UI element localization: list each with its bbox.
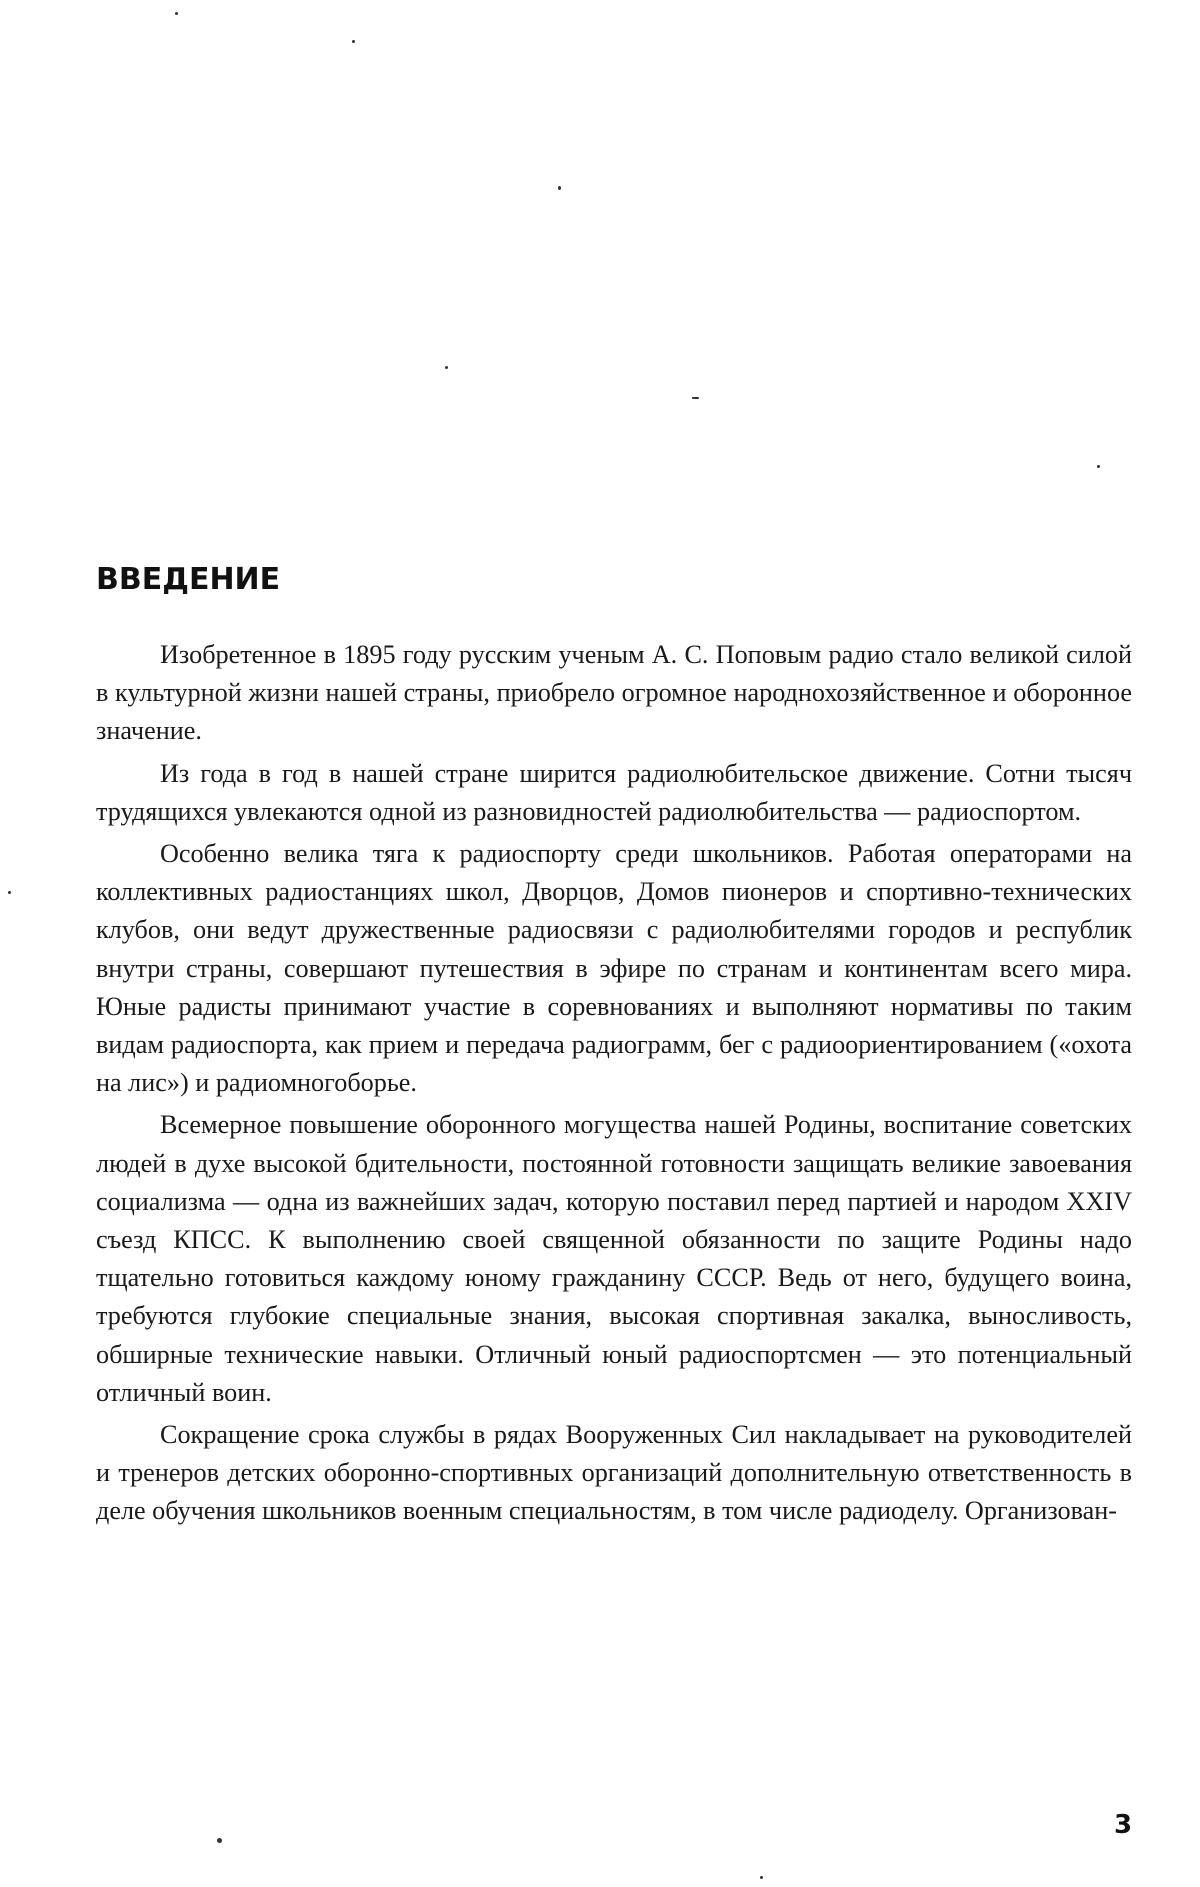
paragraph-5: Сокращение срока службы в рядах Вооруженных Сил накладывает на руководителей и тренеров детских оборонно-спортивных организаций дополнительную ответственность в деле обучения школьников военным специальностям, в том числе радиоделу. Организован-: [96, 1420, 1132, 1526]
chapter-heading: ВВЕДЕНИЕ: [96, 562, 281, 597]
scan-speck: [692, 397, 699, 399]
page-number: 3: [1114, 1810, 1133, 1840]
scan-speck: [175, 12, 178, 15]
paragraph-4: Всемерное повышение оборонного могущества нашей Родины, воспитание советских людей в духе высокой бдительности, постоянной готовности защищать великие завоевания социализма — одна из важнейших задач, которую поставил перед партией и народом XXIV съезд КПСС. К выполнению своей священной обязанности по защите Родины надо тщательно готовиться каждому юному гражданину СССР. Ведь от него, будущего воина, требуются глубокие специальные знания, высокая спортивная закалка, выносливость, обширные технические навыки. Отличный юный радиоспортсмен — это потенциальный отличный воин.: [96, 1110, 1132, 1407]
scan-speck: [445, 366, 448, 369]
chapter-body: [96, 636, 1132, 1531]
scan-speck: [352, 40, 355, 43]
paragraph-3: Особенно велика тяга к радиоспорту среди школьников. Работая операторами на коллективных радиостанциях школ, Дворцов, Домов пионеров и спортивно-технических клубов, они ведут дружественные радиосвязи с радиолюбителями городов и республик внутри страны, совершают путешествия в эфире по странам и континентам всего мира. Юные радисты принимают участие в соревнованиях и выполняют нормативы по таким видам радиоспорта, как прием и передача радиограмм, бег с радиоориентированием («охота на лис») и радиомногоборье.: [96, 839, 1132, 1098]
scan-speck: [217, 1838, 222, 1843]
paragraph-2: Из года в год в нашей стране ширится радиолюбительское движение. Сотни тысяч трудящихся увлекаются одной из разновидностей радиолюбительства — радиоспортом.: [96, 758, 1132, 826]
scan-speck: [760, 1876, 763, 1879]
paragraph-1: Изобретенное в 1895 году русским ученым А. С. Поповым радио стало великой силой в культурной жизни нашей страны, приобрело огромное народнохозяйственное и оборонное значение.: [96, 640, 1132, 746]
scan-speck: [8, 891, 11, 894]
scan-speck: [558, 186, 561, 190]
scan-speck: [1097, 465, 1100, 468]
